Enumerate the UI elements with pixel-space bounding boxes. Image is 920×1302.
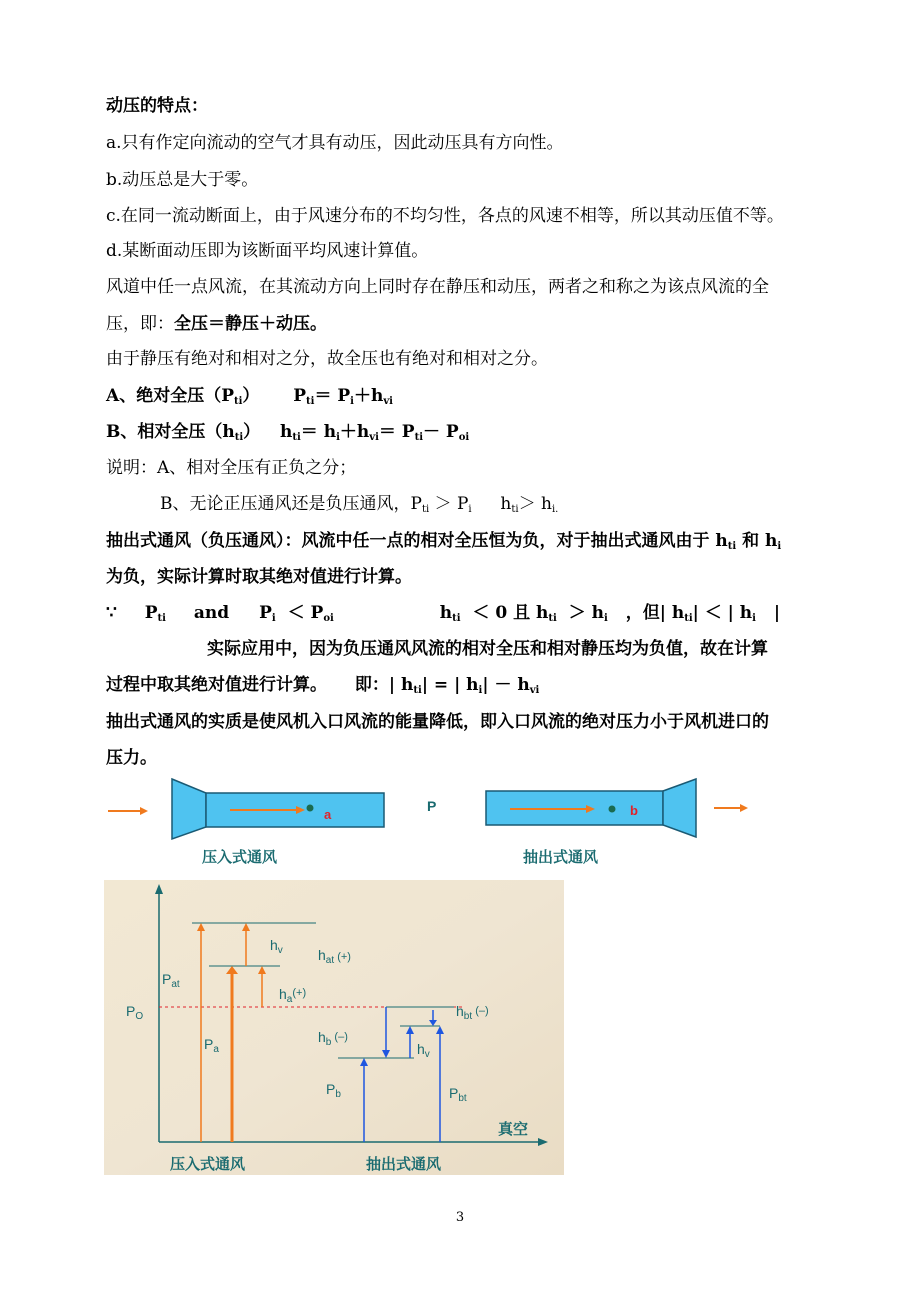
item-d: d.某断面动压即为该断面平均风速计算值。 bbox=[106, 241, 429, 261]
absolute-total-pressure: A、绝对全压$(P_{ti})$ $P_{ti}= P_i+h_{vi}$ bbox=[106, 386, 393, 407]
extract-line2: 为负，实际计算时取其绝对值进行计算。 bbox=[106, 567, 412, 587]
hv-press-label: $h_v$ bbox=[270, 937, 283, 956]
hb-label: $h_b$ (–) bbox=[318, 1029, 348, 1048]
point-b-dot bbox=[609, 806, 616, 813]
hat-label: $h_{at}$ (+) bbox=[318, 947, 351, 966]
point-a-dot bbox=[307, 805, 314, 812]
practice-line1: 实际应用中，因为负压通风风流的相对全压和相对静压均为负值，故在计算 bbox=[207, 639, 768, 659]
item-a: a.只有作定向流动的空气才具有动压，因此动压具有方向性。 bbox=[106, 133, 564, 153]
press-in-caption: 压入式通风 bbox=[202, 849, 278, 866]
para1-line2: 压，即：全压＝静压＋动压。 bbox=[106, 314, 327, 334]
extract-caption: 抽出式通风 bbox=[523, 849, 599, 866]
hbt-label: $h_{bt}$ (–) bbox=[456, 1003, 489, 1022]
p0-label: $P_O$ bbox=[126, 1003, 144, 1022]
point-a-label: a bbox=[324, 807, 332, 822]
point-b-label: b bbox=[630, 803, 638, 818]
duct-diagram bbox=[100, 775, 760, 875]
ha-label: $h_a^{(+)}$ bbox=[279, 986, 307, 1005]
practice-line2: 过程中取其绝对值进行计算。 即：| $h_{ti}|$ = | $h_i| - h_{vi}$ bbox=[106, 675, 540, 696]
item-c: c.在同一流动断面上，由于风速分布的不均匀性，各点的风速不相等，所以其动压值不等。 bbox=[106, 206, 784, 226]
note-line2: B、无论正压通风还是负压通风，$P_{ti} > P_i$ $h_{ti}> h_{i.}$ bbox=[160, 494, 559, 515]
para2: 由于静压有绝对和相对之分，故全压也有绝对和相对之分。 bbox=[106, 349, 548, 369]
because-line: ∵ $P_{ti}$ and $P_i < P_{oi}$ $h_{ti} < 0$ 且 $h_{ti} > h_i$ ，但| $h_{ti}|$ ＜ | $h_i$ | bbox=[106, 603, 781, 624]
extract-line1: 抽出式通风（负压通风）：风流中任一点的相对全压恒为负，对于抽出式通风由于 $h_{ti}$ 和 $h_i$ bbox=[106, 531, 782, 552]
pa-label: $P_a$ bbox=[204, 1036, 219, 1055]
relative-total-pressure: B、相对全压$(h_{ti})$ $h_{ti}= h_i+h_{vi}= P_{ti}- P_{oi}$ bbox=[106, 422, 470, 443]
center-p-label: P bbox=[427, 798, 437, 814]
chart-press-caption: 压入式通风 bbox=[170, 1156, 246, 1173]
pressure-diagram bbox=[104, 880, 564, 1175]
page-number: 3 bbox=[455, 1210, 465, 1225]
essence-line2: 压力。 bbox=[106, 748, 157, 768]
para1-line1: 风道中任一点风流，在其流动方向上同时存在静压和动压，两者之和称之为该点风流的全 bbox=[106, 277, 769, 297]
note-line1: 说明：A、相对全压有正负之分； bbox=[106, 458, 357, 478]
diagram-background bbox=[104, 880, 564, 1175]
item-b: b.动压总是大于零。 bbox=[106, 170, 259, 190]
vacuum-label: 真空 bbox=[498, 1121, 529, 1138]
press-fan-bell bbox=[172, 779, 206, 839]
chart-extract-caption: 抽出式通风 bbox=[366, 1156, 442, 1173]
essence-line1: 抽出式通风的实质是使风机入口风流的能量降低，即入口风流的绝对压力小于风机进口的 bbox=[106, 712, 769, 732]
extract-fan-bell bbox=[663, 779, 696, 837]
hv-extract-label: $h_v$ bbox=[417, 1041, 430, 1060]
pb-label: $P_b$ bbox=[326, 1081, 341, 1100]
heading: 动压的特点： bbox=[106, 96, 208, 116]
pbt-label: $P_{bt}$ bbox=[449, 1085, 467, 1104]
pat-label: $P_{at}$ bbox=[162, 971, 180, 990]
